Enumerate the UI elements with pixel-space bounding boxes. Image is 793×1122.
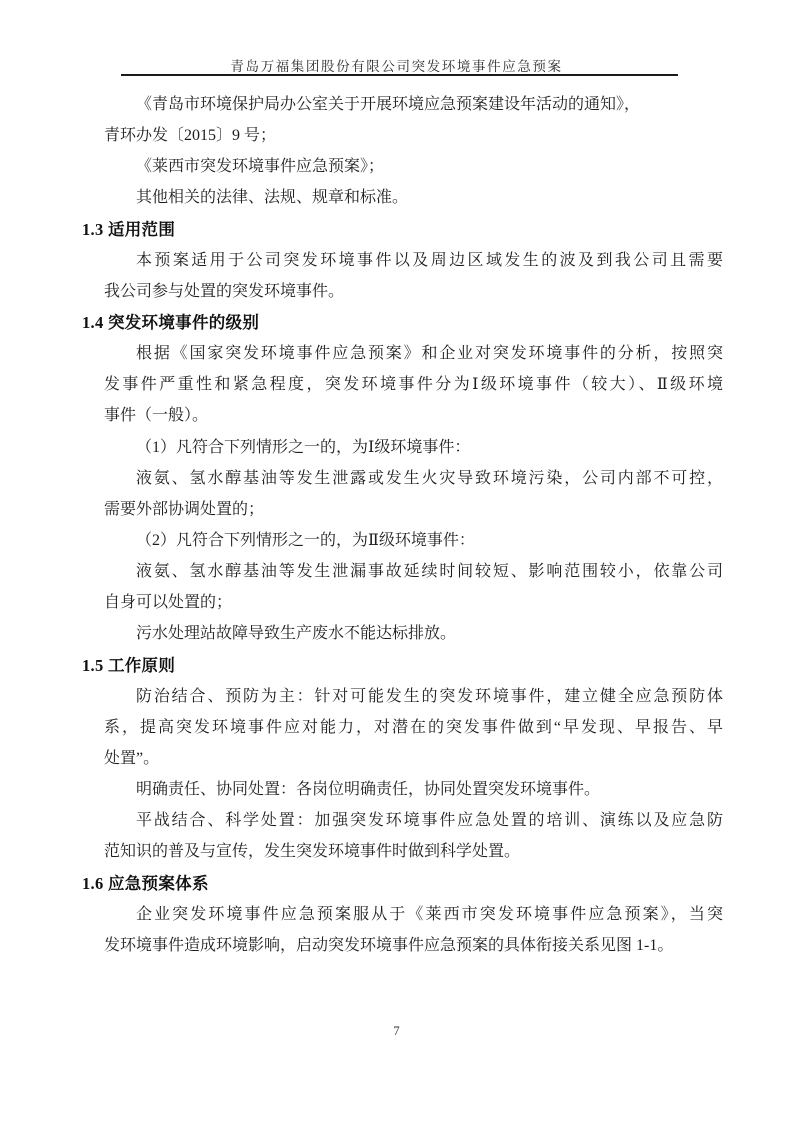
paragraph-line: 污水处理站故障导致生产废水不能达标排放。	[136, 625, 457, 643]
paragraph-line: 液氨、氢水醇基油等发生泄露或发生火灾导致环境污染，公司内部不可控，	[136, 469, 723, 487]
paragraph-line: 《青岛市环境保护局办公室关于开展环境应急预案建设年活动的通知》，	[136, 96, 641, 113]
section-heading-1-4: 1.4 突发环境事件的级别	[82, 312, 260, 332]
paragraph-line: 发环境事件造成环境影响，启动突发环境事件应急预案的具体衔接关系见图 1-1。	[104, 936, 674, 954]
paragraph-line: 企业突发环境事件应急预案服从于《莱西市突发环境事件应急预案》，当突	[136, 905, 723, 923]
page-number: 7	[393, 1024, 400, 1038]
paragraph-line: 青环办发〔2015〕9 号；	[104, 127, 277, 145]
section-heading-1-3: 1.3 适用范围	[82, 219, 176, 239]
paragraph-line: 需要外部协调处置的；	[104, 500, 265, 518]
document-header-title: 青岛万福集团股份有限公司突发环境事件应急预案	[230, 59, 563, 74]
paragraph-line: 其他相关的法律、法规、规章和标准。	[136, 189, 409, 207]
paragraph-line: 处置”。	[104, 749, 160, 767]
paragraph-line: 根据《国家突发环境事件应急预案》和企业对突发环境事件的分析，按照突	[136, 345, 723, 363]
section-heading-1-5: 1.5 工作原则	[82, 655, 176, 675]
paragraph-line: 平战结合、科学处置：加强突发环境事件应急处置的培训、演练以及应急防	[136, 812, 723, 830]
paragraph-line: （1）凡符合下列情形之一的，为Ⅰ级环境事件：	[136, 438, 471, 456]
paragraph-line: 系，提高突发环境事件应对能力，对潜在的突发事件做到“早发现、早报告、早	[104, 718, 723, 736]
paragraph-line: （2）凡符合下列情形之一的，为Ⅱ级环境事件：	[136, 531, 475, 549]
paragraph-line: 事件（一般）。	[104, 407, 209, 425]
paragraph-line: 防治结合、预防为主：针对可能发生的突发环境事件，建立健全应急预防体	[136, 687, 723, 705]
header-rule	[121, 74, 678, 76]
document-body	[82, 89, 723, 961]
paragraph-line: 我公司参与处置的突发环境事件。	[104, 282, 345, 300]
paragraph-line: 范知识的普及与宣传，发生突发环境事件时做到科学处置。	[104, 843, 521, 861]
paragraph-line: 发事件严重性和紧急程度，突发环境事件分为Ⅰ级环境事件（较大）、Ⅱ级环境	[104, 376, 723, 394]
paragraph-line: 液氨、氢水醇基油等发生泄漏事故延续时间较短、影响范围较小，依靠公司	[136, 563, 723, 581]
paragraph-line: 明确责任、协同处置：各岗位明确责任，协同处置突发环境事件。	[136, 781, 601, 799]
paragraph-line: 《莱西市突发环境事件应急预案》；	[136, 158, 385, 176]
paragraph-line: 自身可以处置的；	[104, 594, 233, 612]
paragraph-line: 本预案适用于公司突发环境事件以及周边区域发生的波及到我公司且需要	[136, 251, 723, 269]
section-heading-1-6: 1.6 应急预案体系	[82, 873, 209, 893]
